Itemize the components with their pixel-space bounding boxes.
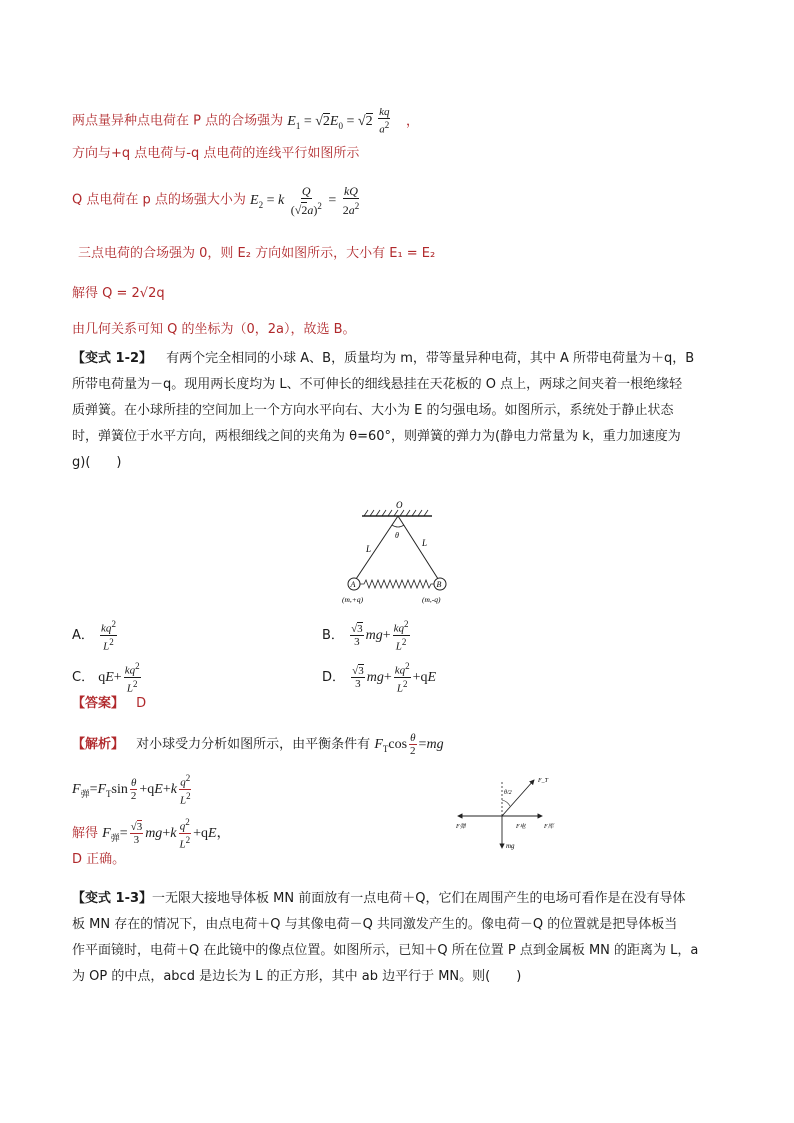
label-L-right: L — [422, 538, 428, 548]
label-half-theta: θ/2 — [504, 790, 512, 796]
analysis-eq2: $F_弹=F_T\sin$ $\frac{\theta}{2}$ +qE+k $\frac{q^2}{L^2}$ — [72, 773, 191, 807]
variant-1-2-p1: 有两个完全相同的小球 A、B，质量均为 m，带等量异种电荷，其中 A 所带电荷量为＋q，B — [166, 351, 695, 366]
answer-tag: 【答案】 — [72, 696, 125, 711]
choice-D[interactable] — [322, 660, 436, 695]
solution-line-3-text: Q 点电荷在 p 点的场强大小为 — [72, 192, 246, 208]
label-FT: F_T — [538, 778, 549, 784]
variant-1-3-line-3: 作平面镜时，电荷＋Q 在此镜中的像点位置。如图所示，已知＋Q 所在位置 P 点到金属板 MN 的距离为 L，a — [72, 943, 699, 958]
formula-e1-render: $E_1 = √2E_0 = √2$ $\frac{kq}{a^2}$ — [287, 106, 390, 136]
variant-1-3 — [72, 886, 732, 990]
ceiling-hatch — [362, 510, 432, 516]
label-theta: θ — [395, 531, 399, 540]
variant-1-2 — [72, 346, 732, 476]
solution-line-2: 方向与+q 点电荷与-q 点电荷的连线平行如图所示 — [72, 146, 360, 161]
label-B: B — [436, 580, 442, 589]
label-L-left: L — [366, 544, 372, 554]
answer-value: D — [136, 696, 147, 711]
analysis-text: 对小球受力分析如图所示，由平衡条件有 — [136, 737, 371, 753]
label-O: O — [396, 500, 403, 510]
choice-C-label: C． — [72, 669, 95, 685]
label-F-left: F弹 — [456, 824, 466, 830]
solution-line-5: 解得 Q = 2√2q — [72, 286, 165, 301]
answer-line — [72, 694, 146, 714]
variant-1-3-line-2: 板 MN 存在的情况下，由点电荷＋Q 与其像电荷－Q 共同激发产生的。像电荷－Q 的位置就是把导体板当 — [72, 917, 678, 932]
analysis-eq3-prefix: 解得 — [72, 825, 99, 841]
analysis-eq3: $F_弹=$ $\frac{√3}{3}$ mg+k $\frac{q^2}{L^2}$ +qE， — [102, 817, 231, 851]
choice-A-label: A． — [72, 627, 94, 643]
label-mg: mg — [506, 842, 515, 850]
half-theta-arc — [502, 800, 510, 806]
label-F-right: F库 — [544, 824, 554, 830]
variant-1-2-line-1 — [72, 346, 732, 372]
choice-B-expr: $\frac{√3}{3}$ mg+ $\frac{kq^2}{L^2}$ — [351, 619, 409, 653]
theta-arc — [392, 525, 404, 527]
choice-B-label: B． — [322, 627, 344, 643]
arrow-FT — [502, 780, 534, 816]
variant-1-3-p1: 一无限大接地导体板 MN 前面放有一点电荷＋Q，它们在周围产生的电场可看作是在没有导体 — [152, 891, 686, 906]
choice-C[interactable] — [72, 660, 143, 695]
figure-force-diagram — [452, 770, 572, 855]
choice-D-label: D． — [322, 669, 346, 685]
analysis-line-2 — [72, 772, 194, 807]
string-left — [354, 516, 398, 582]
choice-B[interactable] — [322, 618, 412, 653]
string-right — [398, 516, 440, 582]
formula-e2-render: $E_2 = k$ $\frac{Q}{(√2a)^2}$ = $\frac{kQ}{2a^2}$ — [250, 184, 360, 217]
analysis-line-3 — [72, 816, 231, 851]
choice-A[interactable] — [72, 618, 119, 653]
solution-line-1-text: 两点量异种点电荷在 P 点的合场强为 — [72, 113, 284, 129]
label-A-sub: (m,+q) — [342, 595, 364, 604]
solution-line-1-tail: ， — [405, 113, 419, 129]
solution-line-3 — [72, 184, 362, 217]
solution-line-1 — [72, 106, 419, 137]
spring — [360, 580, 435, 588]
label-F-mid: F电 — [516, 824, 526, 830]
variant-1-2-line-2: 所带电荷量为－q。现用两长度均为 L、不可伸长的细线悬挂在天花板的 O 点上，两球之间夹着一根绝缘轻 — [72, 377, 683, 392]
variant-1-2-tag: 【变式 1-2】 — [72, 351, 153, 366]
variant-1-2-line-3: 质弹簧。在小球所挂的空间加上一个方向水平向右、大小为 E 的匀强电场。如图所示，系统处于静止状态 — [72, 403, 674, 418]
label-A: A — [350, 580, 356, 589]
solution-line-4: 三点电荷的合场强为 0，则 E₂ 方向如图所示，大小有 E₁ = E₂ — [78, 246, 436, 261]
choice-C-expr: qE+ $\frac{kq^2}{L^2}$ — [98, 661, 140, 695]
choice-D-expr: $\frac{√3}{3}$ mg+ $\frac{kq^2}{L^2}$ +qE — [352, 661, 437, 695]
variant-1-2-line-5: g)( ) — [72, 455, 122, 470]
analysis-line-1 — [72, 732, 444, 759]
figure-pendulum-spring — [340, 498, 470, 608]
analysis-eq1: $F_T\cos$ $\frac{\theta}{2}$ =mg — [374, 732, 444, 757]
label-B-sub: (m,-q) — [422, 595, 441, 604]
analysis-tag: 【解析】 — [72, 737, 125, 753]
variant-1-3-tag: 【变式 1-3】 — [72, 891, 153, 906]
choice-A-expr: $\frac{kq^2}{L^2}$ — [101, 619, 116, 653]
variant-1-3-line-1 — [72, 886, 732, 912]
solution-line-6: 由几何关系可知 Q 的坐标为（0，2a），故选 B。 — [72, 322, 356, 337]
variant-1-3-line-4: 为 OP 的中点，abcd 是边长为 L 的正方形，其中 ab 边平行于 MN。则( ) — [72, 969, 522, 984]
analysis-conclusion: D 正确。 — [72, 852, 126, 867]
variant-1-2-line-4: 时，弹簧位于水平方向，两根细线之间的夹角为 θ=60°，则弹簧的弹力为(静电力常量为 k，重力加速度为 — [72, 429, 681, 444]
